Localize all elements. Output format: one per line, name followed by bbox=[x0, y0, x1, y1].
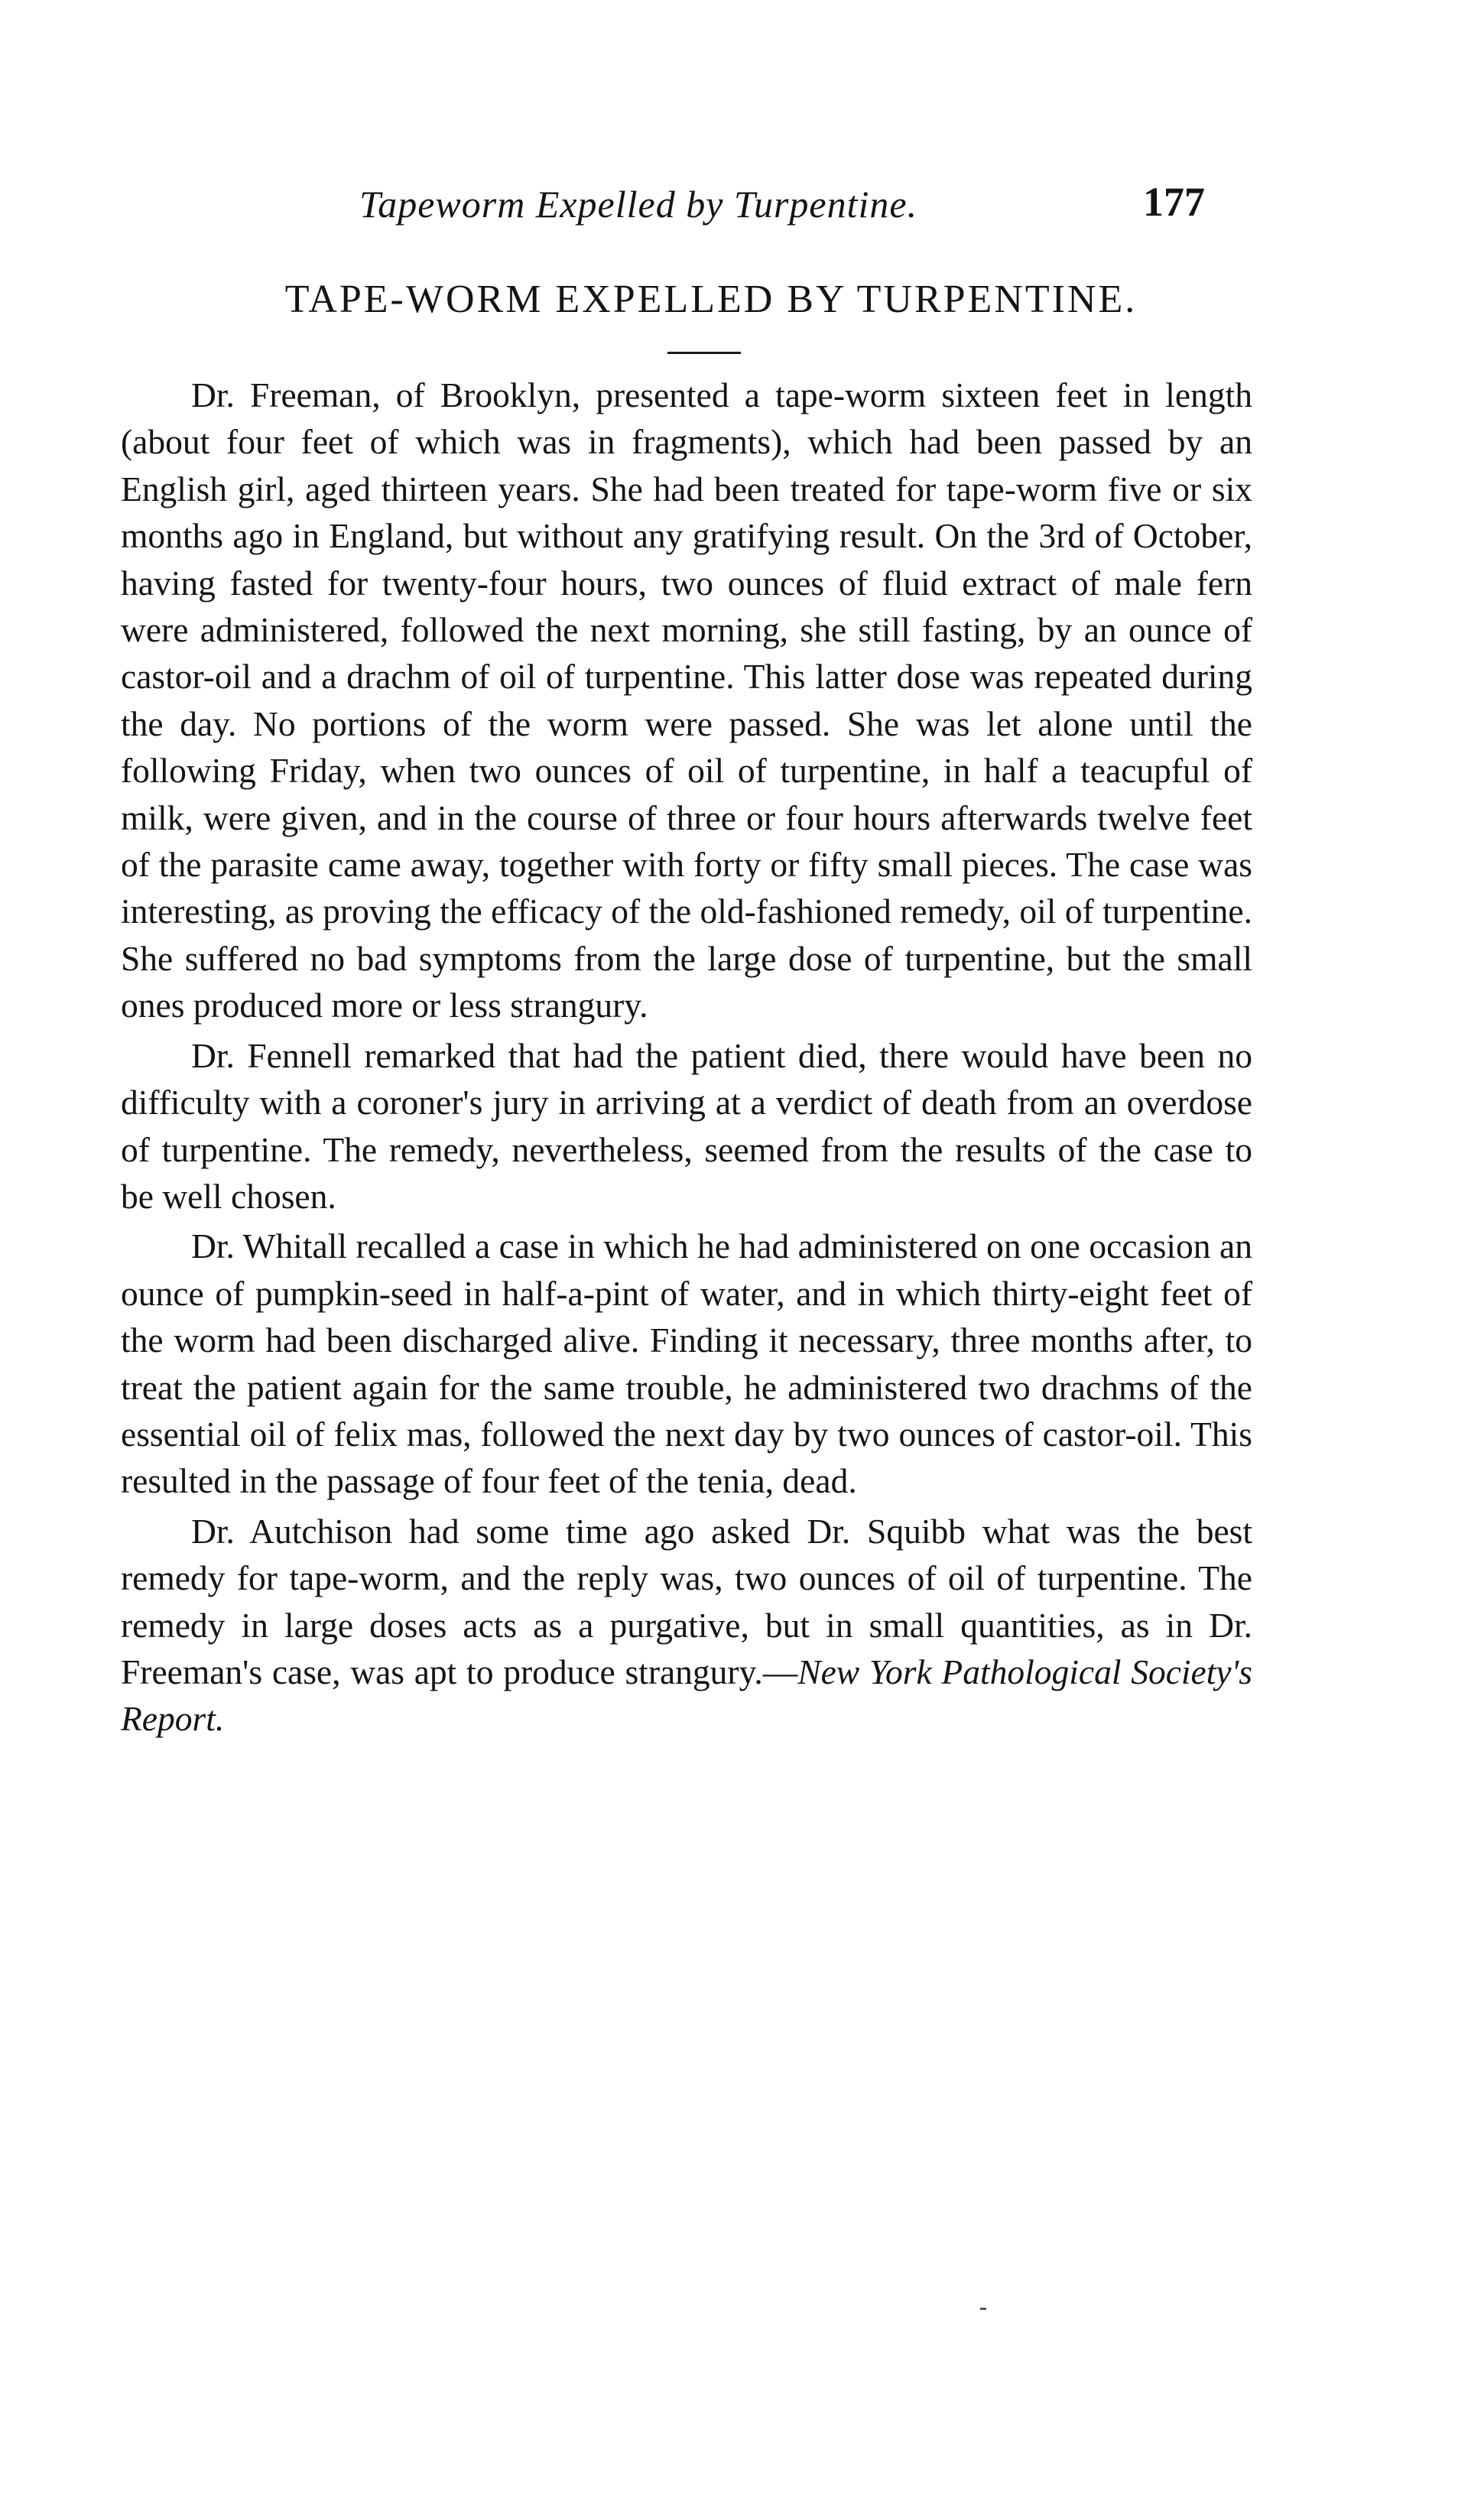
running-header: Tapeworm Expelled by Turpentine. bbox=[359, 183, 918, 226]
paragraph-fennell: Dr. Fennell remarked that had the patient died, there would have been no difficulty with a coroner's jury in arriving at a verdict of death from an overdose of turpentine. The remedy, nevertheless, seemed from the results of the case to be well chosen. bbox=[121, 1035, 1252, 1216]
title-divider bbox=[667, 352, 741, 354]
article-body bbox=[121, 372, 1252, 1743]
source-citation: New York Pathological Society's Report. bbox=[121, 1652, 1252, 1739]
paragraph-freeman: Dr. Freeman, of Brooklyn, presented a tape-worm sixteen feet in length (about four feet of which was in fragments), which had been passed by an English girl, aged thirteen years. She had been treated for tape-worm five or six months ago in England, but without any gratifying result. On the 3rd of October, having fasted for twenty-four hours, two ounces of fluid extract of male fern were administered, followed the next morning, she still fasting, by an ounce of castor-oil and a drachm of oil of turpentine. This latter dose was repeated during the day. No portions of the worm were passed. She was let alone until the following Friday, when two ounces of oil of turpentine, in half a teacupful of milk, were given, and in the course of three or four hours afterwards twelve feet of the parasite came away, together with forty or fifty small pieces. The case was interesting, as proving the efficacy of the old-fashioned remedy, oil of turpentine. She suffered no bad symptoms from the large dose of turpentine, but the small ones produced more or less strangury. bbox=[121, 375, 1252, 1025]
paragraph-whitall: Dr. Whitall recalled a case in which he had administered on one occasion an ounce of pumpkin-seed in half-a-pint of water, and in which thirty-eight feet of the worm had been discharged alive. Finding it necessary, three months after, to treat the patient again for the same trouble, he administered two drachms of the essential oil of felix mas, followed the next day by two ounces of castor-oil. This resulted in the passage of four feet of the tenia, dead. bbox=[121, 1226, 1252, 1501]
paragraph-autchison-text: Dr. Autchison had some time ago asked Dr. Squibb what was the best remedy for tape-worm, and the reply was, two ounces of oil of turpentine. The remedy in large doses acts as a purgative, but in small quantities, as in Dr. Freeman's case, was apt to produce strangury.— bbox=[121, 1511, 1252, 1691]
article-title: TAPE-WORM EXPELLED BY TURPENTINE. bbox=[284, 278, 1138, 321]
print-speck bbox=[980, 2308, 986, 2310]
page-number: 177 bbox=[1143, 179, 1205, 225]
paragraph-autchison bbox=[121, 1508, 1252, 1743]
